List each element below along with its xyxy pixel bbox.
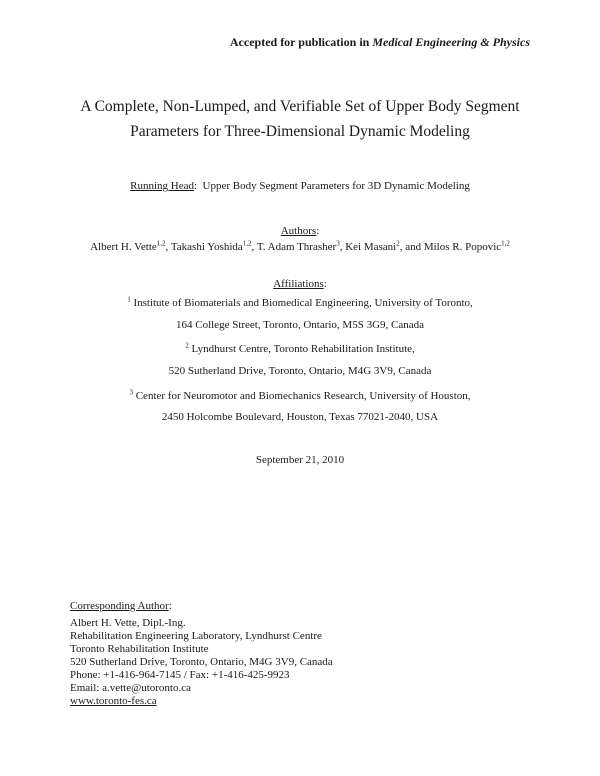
running-head-label: Running Head — [130, 180, 194, 192]
author-name: Kei Masani — [345, 241, 397, 253]
author-affiliation: 1,2 — [242, 239, 252, 248]
affiliation-3 — [0, 389, 600, 403]
author-affiliation: 3 — [336, 239, 340, 248]
paper-date: September 21, 2010 — [255, 454, 345, 466]
accepted-prefix: Accepted for publication in — [229, 35, 373, 49]
affiliation-number: 3 — [129, 388, 133, 397]
affiliation-line-1: Lyndhurst Centre, Toronto Rehabilitation Institute, — [191, 343, 415, 355]
author-affiliation: 1,2 — [501, 239, 510, 248]
authors-label: Authors — [280, 225, 317, 237]
corresponding-institute: Toronto Rehabilitation Institute — [70, 643, 209, 655]
authors-list: Albert H. Vette$^{1,2}$, Takashi Yoshida$^{1,2}$, T. Adam Thrasher$^3$, Kei Masani$^2$, and Milos R. Popovic$^{1,2}$ — [90, 239, 510, 253]
publication-note — [230, 35, 530, 50]
affiliation-2-address: 520 Sutherland Drive, Toronto, Ontario, M4G 3V9, Canada — [168, 365, 432, 377]
author-name: Albert H. Vette — [90, 241, 157, 253]
affiliation-2 — [0, 342, 600, 356]
title-line-1: A Complete, Non-Lumped, and Verifiable Set of Upper Body Segment — [80, 98, 520, 115]
paper-title — [0, 94, 600, 144]
website-link[interactable]: www.toronto-fes.ca — [70, 695, 157, 707]
running-head: Running Head: Upper Body Segment Parameters for 3D Dynamic Modeling — [130, 180, 470, 192]
author-name: T. Adam Thrasher — [256, 241, 337, 253]
corresponding-email: Email: a.vette@utoronto.ca — [70, 682, 192, 694]
author-affiliation: 1,2 — [156, 239, 166, 248]
affiliation-1-address: 164 College Street, Toronto, Ontario, M5S 3G9, Canada — [175, 319, 425, 331]
affiliation-line-1: Center for Neuromotor and Biomechanics Research, University of Houston, — [135, 390, 471, 402]
corresponding-address: 520 Sutherland Drive, Toronto, Ontario, M4G 3V9, Canada — [70, 656, 333, 668]
affiliations-heading: Affiliations: — [273, 278, 327, 290]
running-head-text: Upper Body Segment Parameters for 3D Dynamic Modeling — [202, 180, 470, 192]
affiliations-label: Affiliations — [273, 278, 324, 290]
affiliation-1 — [0, 296, 600, 310]
corresponding-author-block: Corresponding Author: Albert H. Vette, Dipl.-Ing. Rehabilitation Engineering Laboratory, Lyndhurst Centre Toronto Rehabilitation Institute 520 Sutherland Drive, Toronto, Ontario, M4G 3V9, Canada Phone: +1-416-964-7145 / Fax: +1-416-425-9923 Email: a.vette@utoronto.ca www.toronto-fes.ca — [70, 600, 333, 707]
corresponding-label: Corresponding Author — [70, 600, 169, 612]
author-name: Takashi Yoshida — [170, 241, 243, 253]
affiliation-number: 2 — [185, 341, 189, 350]
affiliation-number: 1 — [127, 295, 131, 304]
authors-heading: Authors: — [280, 225, 320, 237]
author-affiliation: 2 — [396, 239, 400, 248]
affiliation-3-address: 2450 Holcombe Boulevard, Houston, Texas 77021-2040, USA — [161, 411, 439, 423]
affiliation-line-1: Institute of Biomaterials and Biomedical Engineering, University of Toronto, — [133, 297, 473, 309]
corresponding-lab: Rehabilitation Engineering Laboratory, Lyndhurst Centre — [70, 630, 322, 642]
title-line-2: Parameters for Three-Dimensional Dynamic Modeling — [130, 123, 470, 140]
author-name: Milos R. Popovic — [423, 241, 502, 253]
corresponding-name: Albert H. Vette, Dipl.-Ing. — [70, 617, 186, 629]
journal-name: Medical Engineering & Physics — [372, 35, 530, 49]
corresponding-phone: Phone: +1-416-964-7145 / Fax: +1-416-425-9923 — [70, 669, 290, 681]
